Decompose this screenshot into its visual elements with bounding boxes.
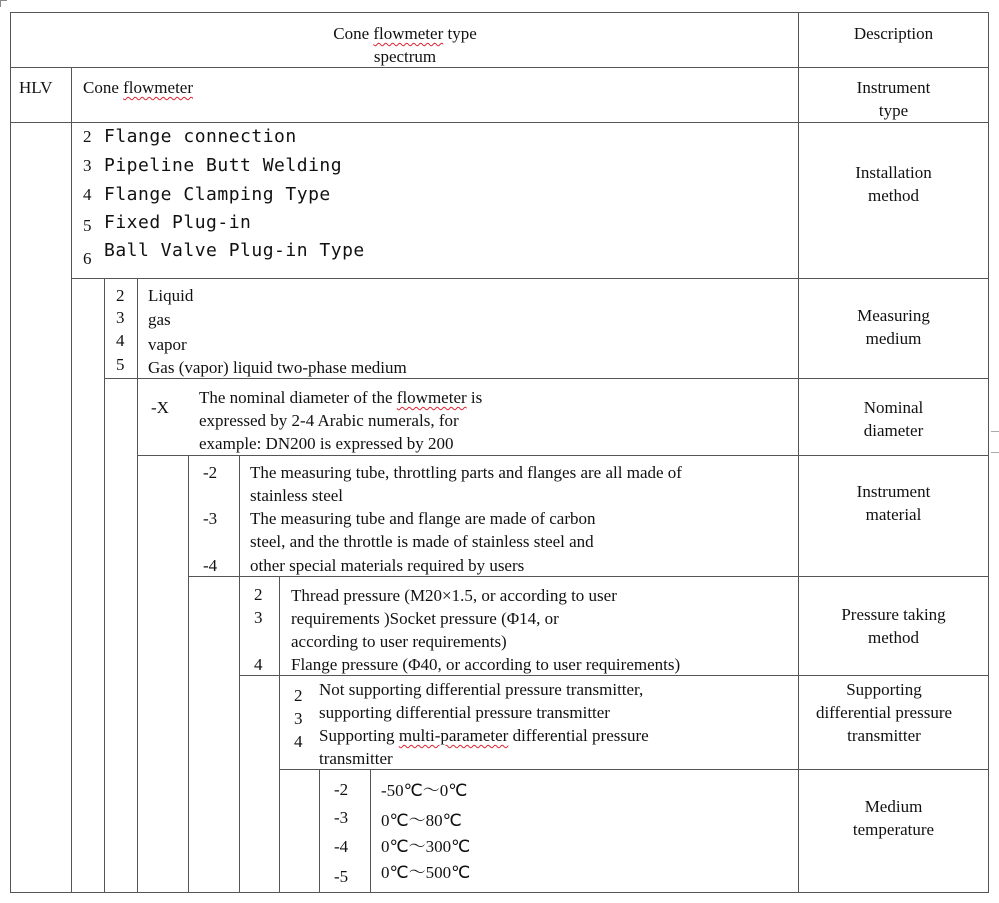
page-corner-mark (0, 0, 7, 7)
transmitter-desc-line1: Supporting (846, 680, 922, 699)
material-desc-line2: material (865, 505, 922, 524)
installation-item: Fixed Plug-in (104, 212, 252, 233)
transmitter-line3-b: multi-parameter (398, 726, 509, 745)
installation-code: 2 (83, 127, 92, 146)
header-description: Description (853, 24, 934, 43)
installation-code: 4 (83, 185, 92, 204)
diameter-line2: expressed by 2-4 Arabic numerals, for (199, 411, 459, 430)
temperature-code: -3 (334, 808, 349, 827)
temperature-range: 0℃～500℃ (381, 863, 471, 882)
transmitter-line4: transmitter (319, 749, 393, 768)
pressure-line: requirements )Socket pressure (Φ14, or (291, 609, 559, 628)
medium-item: Gas (vapor) liquid two-phase medium (148, 358, 407, 377)
medium-desc-line2: medium (865, 329, 922, 348)
temperature-range: -50℃～0℃ (381, 781, 468, 800)
instrument-code: HLV (19, 78, 53, 97)
installation-desc-line1: Installation (855, 163, 932, 182)
material-line: steel, and the throttle is made of stainless steel and (250, 532, 594, 551)
medium-item: gas (148, 310, 171, 329)
transmitter-line3-c: differential pressure (508, 726, 649, 745)
installation-desc-line2: method (868, 186, 919, 205)
instrument-name-word1: Cone (83, 78, 119, 97)
material-desc-line1: Instrument (856, 482, 931, 501)
medium-code: 2 (116, 286, 125, 305)
medium-code: 5 (116, 355, 125, 374)
material-code: -4 (203, 556, 218, 575)
temperature-code: -4 (334, 837, 349, 856)
pressure-code: 2 (254, 585, 263, 604)
diameter-line1-b: flowmeter (396, 388, 467, 407)
temperature-desc-line2: temperature (852, 820, 935, 839)
transmitter-line1: Not supporting differential pressure transmitter, (319, 680, 644, 699)
transmitter-code: 3 (294, 709, 303, 728)
transmitter-code: 4 (294, 732, 303, 751)
transmitter-desc-line2: differential pressure (815, 703, 953, 722)
diameter-line1-c: is (466, 388, 483, 407)
temperature-code: -5 (334, 867, 349, 886)
diameter-desc-line2: diameter (863, 421, 924, 440)
material-line: The measuring tube and flange are made of carbon (250, 509, 596, 528)
instrument-desc-line2: type (878, 101, 909, 120)
pressure-line: Thread pressure (M20×1.5, or according to user (291, 586, 617, 605)
pressure-desc-line1: Pressure taking (841, 605, 946, 624)
diameter-line3: example: DN200 is expressed by 200 (199, 434, 454, 453)
header-title (300, 22, 510, 45)
material-line: stainless steel (250, 486, 344, 505)
medium-item: Liquid (148, 286, 194, 305)
medium-code: 4 (116, 331, 125, 350)
header-title-line2: spectrum (373, 47, 437, 66)
diameter-code: -X (151, 398, 169, 417)
installation-item: Pipeline Butt Welding (104, 155, 343, 176)
pressure-line: Flange pressure (Φ40, or according to user requirements) (291, 655, 681, 674)
transmitter-line3 (319, 724, 649, 747)
header-title-word1: Cone (333, 24, 370, 43)
medium-item: vapor (148, 335, 187, 354)
diameter-line1-a: The nominal diameter of the (199, 388, 397, 407)
installation-item: Flange Clamping Type (104, 184, 331, 205)
medium-desc-line1: Measuring (857, 306, 930, 325)
temperature-range: 0℃～80℃ (381, 811, 462, 830)
diameter-line1 (199, 386, 482, 409)
instrument-name (83, 76, 193, 99)
installation-item: Ball Valve Plug-in Type (104, 240, 365, 261)
installation-code: 6 (83, 249, 92, 268)
material-line: The measuring tube, throttling parts and flanges are all made of (250, 463, 682, 482)
instrument-name-word2: flowmeter (123, 78, 193, 97)
transmitter-line3-a: Supporting (319, 726, 399, 745)
material-code: -3 (203, 509, 218, 528)
transmitter-code: 2 (294, 686, 303, 705)
installation-code: 3 (83, 156, 92, 175)
pressure-code: 4 (254, 655, 263, 674)
temperature-code: -2 (334, 780, 349, 799)
medium-code: 3 (116, 308, 125, 327)
transmitter-desc-line3: transmitter (847, 726, 921, 745)
transmitter-line2: supporting differential pressure transmitter (319, 703, 610, 722)
pressure-desc-line2: method (868, 628, 919, 647)
material-code: -2 (203, 463, 218, 482)
pressure-code: 3 (254, 608, 263, 627)
header-title-word3: type (447, 24, 477, 43)
installation-code: 5 (83, 216, 92, 235)
temperature-desc-line1: Medium (864, 797, 923, 816)
diameter-desc-line1: Nominal (863, 398, 924, 417)
header-title-word2: flowmeter (373, 24, 444, 43)
instrument-desc-line1: Instrument (856, 78, 931, 97)
pressure-line: according to user requirements) (291, 632, 507, 651)
temperature-range: 0℃～300℃ (381, 837, 471, 856)
material-line: other special materials required by users (250, 556, 525, 575)
installation-item: Flange connection (104, 126, 297, 147)
